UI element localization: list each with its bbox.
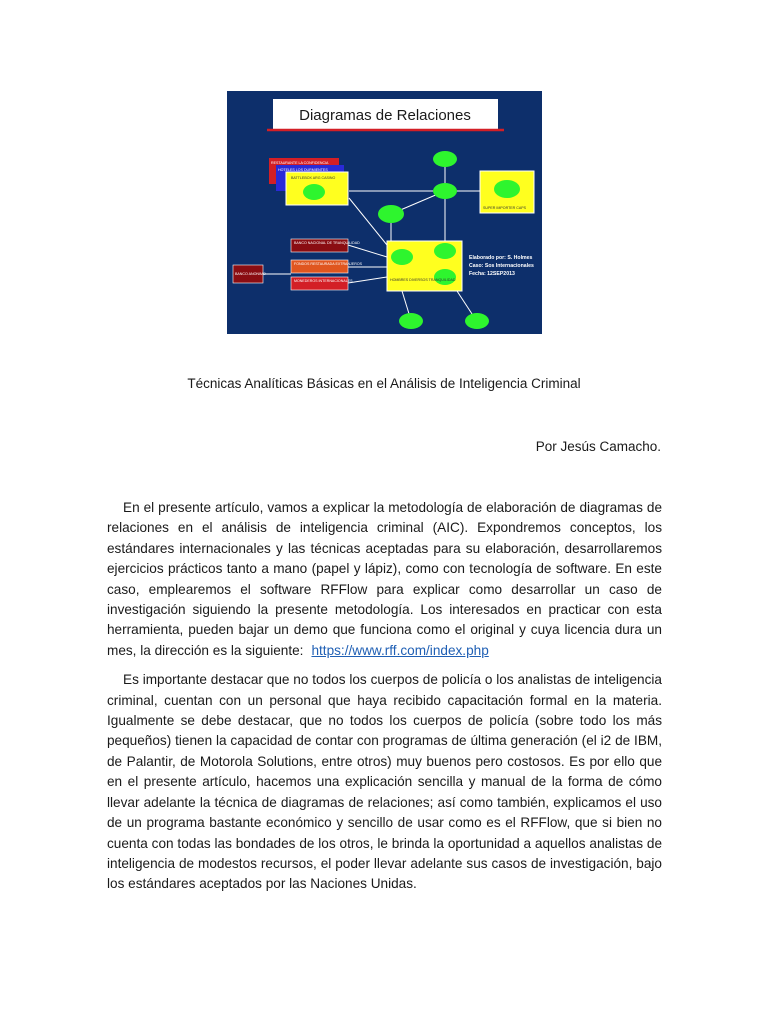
node-middle	[378, 205, 404, 223]
author-byline: Por Jesús Camacho.	[535, 439, 661, 454]
document-title: Técnicas Analíticas Básicas en el Análisis de Inteligencia Criminal	[187, 376, 581, 391]
node-center-3	[434, 269, 456, 285]
right-box-label: SUPER IMPORTER CAPS	[483, 206, 527, 210]
paragraph-2: Es importante destacar que no todos los cuerpos de policía o los analistas de inteligencia criminal, cuentan con un personal que haya recibido capacitación formal en la materia. Igualmente se debe destacar, que no todos los cuerpos de policía (sobre todo los más pequeños) tienen la capacidad de contar con programas de última generación (el i2 de IBM, de Palantir, de Motorola Solutions, entre otros) muy buenos pero costosos. Es por ello que en el presente artículo, hacemos una explicación sencilla y manual de la forma de cómo llevar adelante la técnica de diagramas de relaciones; así como también, explicamos el uso de un programa bastante económico y sencillo de usar como es el RFFlow, que si bien no cuenta con todas las bondades de los otros, le brinda la oportunidad a aquellos analistas de inteligencia de modestos recursos, el poder llevar adelante sus casos de investigación, bajo los estándares aceptados por las Naciones Unidas.	[107, 672, 662, 892]
node-bottom-2	[465, 313, 489, 329]
center-box-label: HOMBRES DIVERSOS TRANQUILIDAD	[390, 278, 456, 282]
node-top	[433, 151, 457, 167]
article-body	[107, 498, 662, 904]
bank-box-3-label: MONEDEROS INTERNACIONALES	[294, 279, 353, 283]
stack-label-3: BATTLEBOX ARG CASINO	[291, 176, 336, 180]
bank-box-1-label: BANCO NACIONAL DE TRANQUILIDAD	[294, 241, 360, 245]
diagram-title: Diagramas de Relaciones	[299, 107, 471, 124]
bank-left-label: BANCO ANONIMO	[235, 272, 266, 276]
stack-label-2: HOTELES LOS DURMIENTES	[278, 168, 328, 172]
node-center-2	[434, 243, 456, 259]
stack-label-1: RESTAURANTE LA CONFIDENCIA	[271, 161, 329, 165]
credit-author: Elaborado por: S. Holmes	[469, 255, 533, 261]
paragraph-1	[107, 498, 662, 661]
credit-date: Fecha: 12SEP2013	[469, 271, 515, 277]
node-stack	[303, 184, 325, 200]
paragraph-1-text: En el presente artículo, vamos a explicar la metodología de elaboración de diagramas de relaciones en el análisis de inteligencia criminal (AIC). Expondremos conceptos, los estándares internacionales y las técnicas aceptadas para su elaboración, desarrollaremos ejercicios prácticos tanto a mano (papel y lápiz), como con tecnología de software. En este caso, emplearemos el software RFFlow para explicar como desarrollar un caso de investigación siguiendo la presente metodología. Los interesados en practicar con esta herramienta, pueden bajar un demo que funciona como el original y cuya licencia dura un mes, la dirección es la siguiente:	[107, 500, 662, 658]
node-center-top	[433, 183, 457, 199]
node-right-box	[494, 180, 520, 198]
node-center-1	[391, 249, 413, 265]
credit-case: Caso: Sos Internacionales	[469, 263, 534, 269]
relationship-diagram	[227, 91, 542, 334]
node-bottom-1	[399, 313, 423, 329]
relationship-diagram-figure	[227, 91, 542, 334]
bank-box-2-label: FONDOS RESTAURADA EXTRANJEROS	[294, 262, 363, 266]
demo-download-link[interactable]: https://www.rff.com/index.php	[311, 642, 489, 658]
